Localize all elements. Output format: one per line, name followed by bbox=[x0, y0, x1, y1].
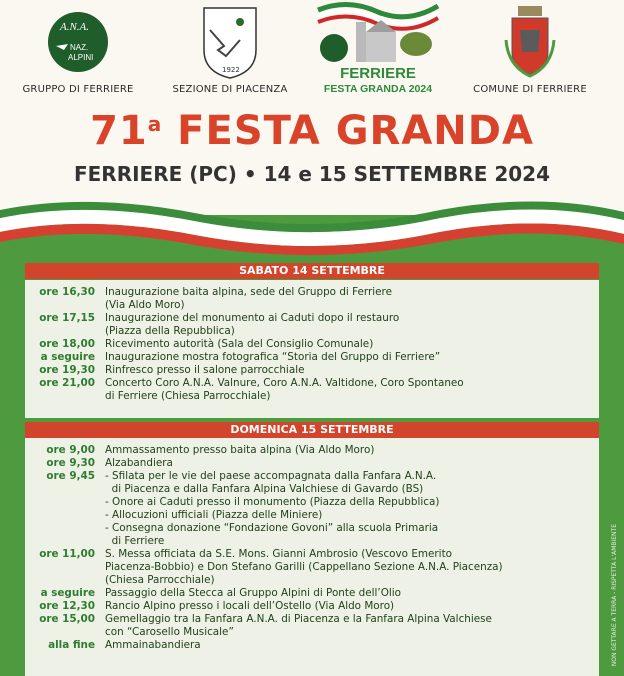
schedule-description: Gemellaggio tra la Fanfara A.N.A. di Piacenza e la Fanfara Alpina Valchiese bbox=[105, 613, 492, 625]
schedule-time: ore 9,45 bbox=[46, 470, 95, 482]
sabato-header: SABATO 14 SETTEMBRE bbox=[25, 263, 599, 279]
header-area bbox=[0, 0, 624, 215]
logo-festa-text: FESTA GRANDA 2024 bbox=[323, 83, 433, 95]
sezione-piacenza-logo bbox=[160, 0, 300, 95]
logo-text-2: NAZ. bbox=[70, 43, 89, 52]
schedule-time: ore 15,00 bbox=[39, 613, 95, 625]
page-subtitle: FERRIERE (PC) • 14 e 15 SETTEMBRE 2024 bbox=[73, 162, 550, 186]
logo-text-1: A.N.A. bbox=[60, 21, 90, 33]
schedule-description: Rinfresco presso il salone parrocchiale bbox=[105, 364, 305, 376]
schedule-description: Alzabandiera bbox=[105, 457, 173, 469]
comune-ferriere-logo bbox=[460, 0, 600, 95]
schedule-time: ore 12,30 bbox=[39, 600, 95, 612]
schedule-description: - Consegna donazione “Fondazione Govoni” alla scuola Primaria bbox=[105, 522, 439, 534]
schedule-description: Ricevimento autorità (Sala del Consiglio Comunale) bbox=[105, 338, 374, 350]
schedule-description: (Chiesa Parrocchiale) bbox=[105, 574, 215, 586]
side-note: NON GETTARE A TERRA - RISPETTA L'AMBIENTE bbox=[611, 523, 618, 666]
schedule-description: Passaggio della Stecca al Gruppo Alpini di Ponte dell’Olio bbox=[105, 587, 402, 599]
schedule-time: ore 11,00 bbox=[39, 548, 95, 560]
schedule-row bbox=[25, 338, 599, 351]
schedule-description: Inaugurazione baita alpina, sede del Gruppo di Ferriere bbox=[105, 286, 392, 298]
schedule-description: Inaugurazione mostra fotografica “Storia del Gruppo di Ferriere” bbox=[105, 351, 441, 363]
schedule-time: ore 16,30 bbox=[39, 286, 95, 298]
schedule-row bbox=[25, 613, 599, 639]
schedule-description: - Allocuzioni ufficiali (Piazza delle Miniere) bbox=[105, 509, 323, 521]
schedule-description: di Ferriere (Chiesa Parrocchiale) bbox=[105, 390, 271, 402]
schedule-time: ore 19,30 bbox=[39, 364, 95, 376]
schedule-description: Inaugurazione del monumento ai Caduti dopo il restauro bbox=[105, 312, 400, 324]
schedule-description: Piacenza-Bobbio) e Don Stefano Garilli (Cappellano Sezione A.N.A. Piacenza) bbox=[105, 561, 503, 573]
ana-logo-icon bbox=[8, 0, 148, 80]
ana-ferriere-logo bbox=[8, 0, 148, 95]
schedule-time: ore 17,15 bbox=[39, 312, 95, 324]
page-title: 71$^a$ FESTA GRANDA bbox=[90, 108, 534, 154]
schedule-description: con “Carosello Musicale” bbox=[105, 626, 234, 638]
logo-ferriere-text: FERRIERE bbox=[340, 65, 416, 82]
schedule-row bbox=[25, 548, 599, 587]
schedule-description: (Via Aldo Moro) bbox=[105, 299, 185, 311]
schedule-description: di Ferriere bbox=[105, 535, 165, 547]
schedule-description: - Onore ai Caduti presso il monumento (Piazza della Repubblica) bbox=[105, 496, 440, 508]
schedule-time: ore 9,00 bbox=[46, 444, 95, 456]
schedule-row bbox=[25, 639, 599, 652]
schedule-row bbox=[25, 286, 599, 312]
schedule-description: Ammassamento presso baita alpina (Via Aldo Moro) bbox=[105, 444, 375, 456]
coat-of-arms-icon bbox=[460, 0, 600, 80]
schedule-time: ore 9,30 bbox=[46, 457, 95, 469]
logo-caption-piacenza: SEZIONE DI PIACENZA bbox=[172, 84, 288, 95]
schedule-row bbox=[25, 600, 599, 613]
schedule-time: a seguire bbox=[40, 351, 95, 363]
schedule-description: (Piazza della Repubblica) bbox=[105, 325, 235, 337]
schedule-description: Concerto Coro A.N.A. Valnure, Coro A.N.A. Valtidone, Coro Spontaneo bbox=[105, 377, 464, 389]
schedule-row bbox=[25, 457, 599, 470]
schedule-row bbox=[25, 364, 599, 377]
schedule-row bbox=[25, 351, 599, 364]
schedule-time: alla fine bbox=[48, 639, 95, 651]
logo-caption-comune: COMUNE DI FERRIERE bbox=[473, 84, 587, 95]
logo-caption-ferriere: GRUPPO DI FERRIERE bbox=[22, 84, 134, 95]
schedule-time: ore 18,00 bbox=[39, 338, 95, 350]
tricolor-ribbon bbox=[0, 200, 624, 260]
logo-text-3: ALPINI bbox=[68, 53, 94, 62]
schedule-description: - Sfilata per le vie del paese accompagnata dalla Fanfara A.N.A. bbox=[105, 470, 437, 482]
domenica-header: DOMENICA 15 SETTEMBRE bbox=[25, 422, 599, 438]
schedule-row bbox=[25, 377, 599, 403]
schedule-row bbox=[25, 312, 599, 338]
festa-granda-logo bbox=[308, 0, 448, 104]
schedule-description: Ammainabandiera bbox=[105, 639, 201, 651]
schedule-description: di Piacenza e dalla Fanfara Alpina Valchiese di Gavardo (BS) bbox=[105, 483, 424, 495]
logo-year: 1922 bbox=[222, 66, 240, 74]
schedule-row bbox=[25, 444, 599, 457]
schedule-description: Rancio Alpino presso i locali dell’Ostello (Via Aldo Moro) bbox=[105, 600, 395, 612]
church-icon bbox=[308, 0, 448, 100]
schedule-description: S. Messa officiata da S.E. Mons. Gianni Ambrosio (Vescovo Emerito bbox=[105, 548, 452, 560]
schedule-row bbox=[25, 470, 599, 548]
schedule-time: ore 21,00 bbox=[39, 377, 95, 389]
shield-icon bbox=[160, 0, 300, 80]
schedule-row bbox=[25, 587, 599, 600]
schedule-time: a seguire bbox=[40, 587, 95, 599]
